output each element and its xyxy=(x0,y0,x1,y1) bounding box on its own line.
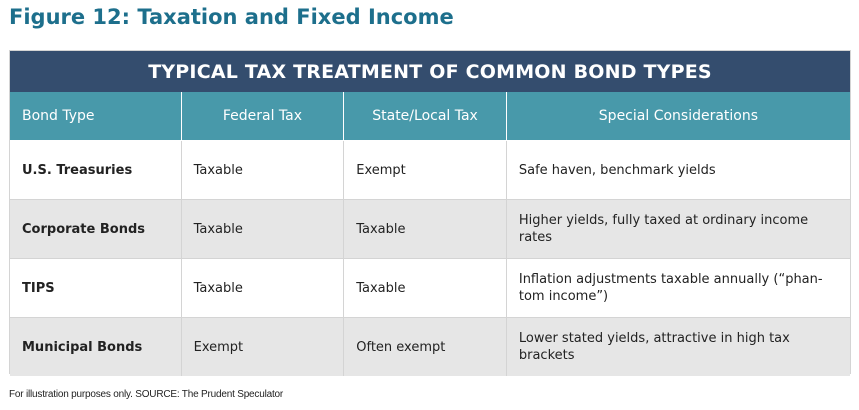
cell-bond-type: Municipal Bonds xyxy=(10,318,182,376)
cell-state-local-tax: Taxable xyxy=(344,259,507,317)
source-note: For illustration purposes only. SOURCE: The Prudent Speculator xyxy=(9,389,284,400)
figure-title: Figure 12: Taxation and Fixed Income xyxy=(9,5,454,29)
cell-special-considerations: Inflation adjustments taxable annually (“phan-tom income”) xyxy=(518,272,823,304)
table-row-municipal-bonds xyxy=(10,317,850,376)
header-special-considerations: Special Considerations xyxy=(598,108,759,124)
cell-state-local-tax: Taxable xyxy=(344,200,507,258)
cell-federal-tax: Taxable xyxy=(182,141,345,199)
cell-state-local-tax: Often exempt xyxy=(344,318,507,376)
table-header-row xyxy=(10,92,850,140)
bond-tax-table xyxy=(9,50,851,374)
cell-special-considerations: Higher yields, fully taxed at ordinary income rates xyxy=(518,213,809,245)
cell-special-considerations: Safe haven, benchmark yields xyxy=(518,162,716,178)
table-row-corporate-bonds xyxy=(10,199,850,258)
cell-state-local-tax: Exempt xyxy=(344,141,507,199)
header-federal-tax: Federal Tax xyxy=(182,92,345,140)
cell-federal-tax: Taxable xyxy=(182,259,345,317)
cell-special-considerations: Lower stated yields, attractive in high tax brackets xyxy=(518,331,790,363)
table-row-tips xyxy=(10,258,850,317)
header-bond-type: Bond Type xyxy=(10,92,182,140)
cell-bond-type: TIPS xyxy=(10,259,182,317)
table-banner: TYPICAL TAX TREATMENT OF COMMON BOND TYPES xyxy=(10,51,850,92)
cell-bond-type: U.S. Treasuries xyxy=(10,141,182,199)
cell-federal-tax: Exempt xyxy=(182,318,345,376)
table-row-us-treasuries xyxy=(10,141,850,199)
cell-federal-tax: Taxable xyxy=(182,200,345,258)
cell-bond-type: Corporate Bonds xyxy=(10,200,182,258)
header-state-local-tax: State/Local Tax xyxy=(344,92,507,140)
